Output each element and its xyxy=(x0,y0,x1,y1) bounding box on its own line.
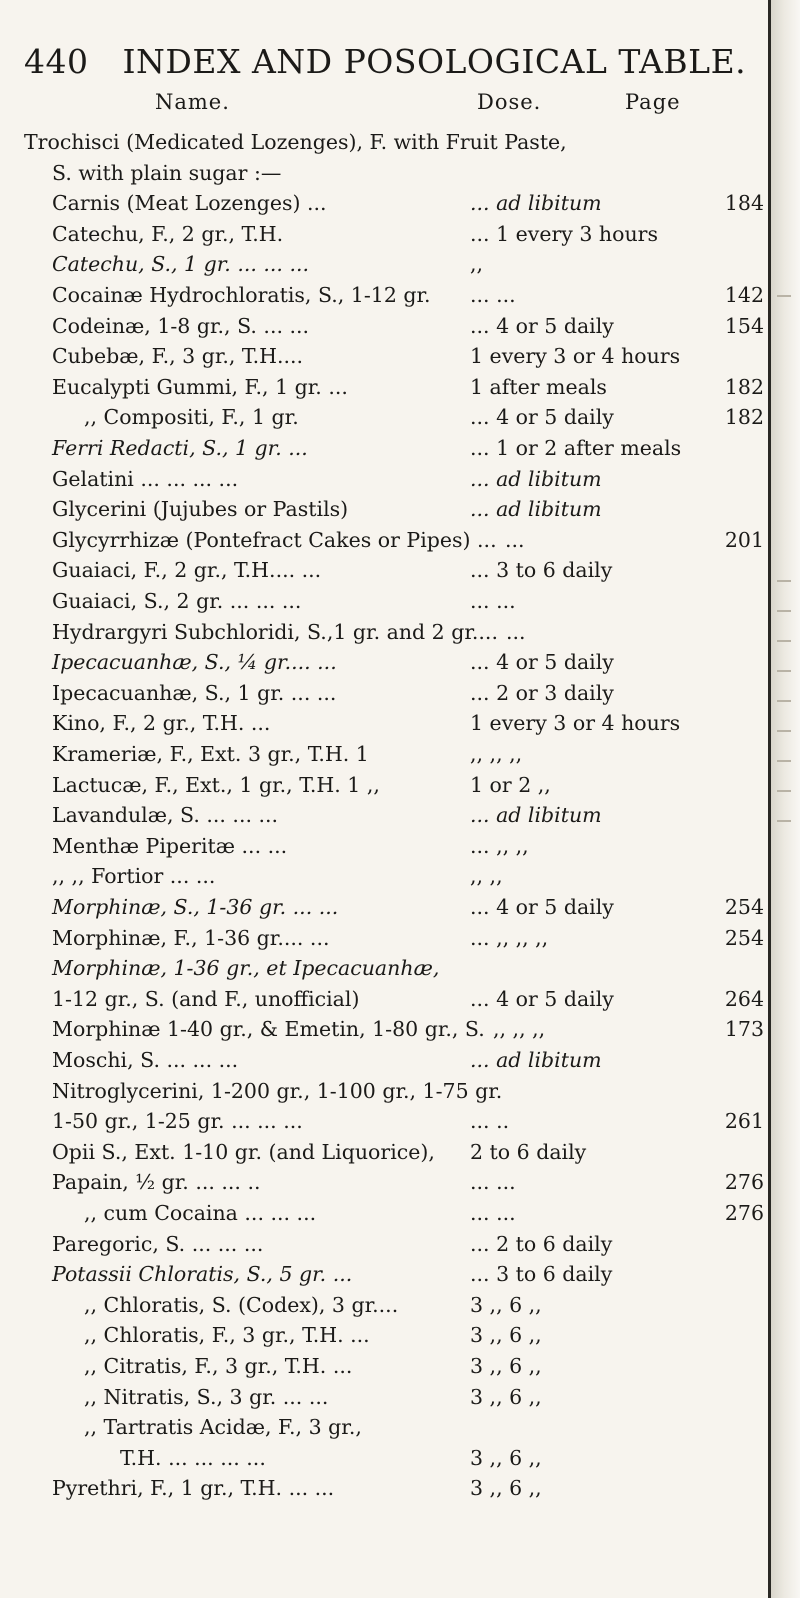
row-dose: ... 2 or 3 daily xyxy=(470,680,614,705)
row-name: Guaiaci, F., 2 gr., T.H.... ... xyxy=(52,558,322,583)
row-name: S. with plain sugar :— xyxy=(52,160,282,185)
table-row xyxy=(0,373,770,401)
row-name: Ipecacuanhæ, S., 1 gr. ... ... xyxy=(52,680,337,705)
row-page: 173 xyxy=(724,1017,764,1042)
row-name: ,, Tartratis Acidæ, F., 3 gr., xyxy=(84,1415,362,1440)
row-dose: ... 1 every 3 hours xyxy=(470,221,658,246)
table-row xyxy=(0,832,770,860)
row-name: Trochisci (Medicated Lozenges), F. with Fruit Paste, xyxy=(24,130,567,154)
table-row xyxy=(0,648,770,676)
row-name: ,, Chloratis, F., 3 gr., T.H. ... xyxy=(84,1323,370,1348)
row-dose: ... ... xyxy=(470,283,516,307)
row-dose: ,, ,, ,, xyxy=(470,742,523,766)
table-row xyxy=(0,1413,770,1441)
row-name: Morphinæ, F., 1-36 gr.... ... xyxy=(52,925,330,950)
row-name: Cubebæ, F., 3 gr., T.H.... xyxy=(52,344,304,369)
row-dose: 1 after meals xyxy=(470,374,607,399)
row-dose: ... xyxy=(506,619,526,644)
row-page: 276 xyxy=(724,1201,764,1225)
row-page: 142 xyxy=(724,283,764,307)
row-name: Menthæ Piperitæ ... ... xyxy=(52,833,288,858)
row-name: T.H. ... ... ... ... xyxy=(120,1445,266,1470)
row-dose: 3 ,, 6 ,, xyxy=(470,1354,542,1378)
row-dose: ... ad libitum xyxy=(470,803,602,828)
row-name: ,, Chloratis, S. (Codex), 3 gr.... xyxy=(84,1292,399,1317)
row-name: Cocainæ Hydrochloratis, S., 1-12 gr. xyxy=(52,283,431,307)
row-page: 182 xyxy=(724,405,764,430)
row-name: Eucalypti Gummi, F., 1 gr. ... xyxy=(52,374,348,399)
table-row xyxy=(0,128,770,156)
row-dose: ... 3 to 6 daily xyxy=(470,558,613,583)
row-dose: ... .. xyxy=(470,1109,510,1134)
row-dose: 3 ,, 6 ,, xyxy=(470,1445,542,1470)
table-row xyxy=(0,801,770,829)
row-name: Gelatini ... ... ... ... xyxy=(52,466,239,491)
row-dose: ... 4 or 5 daily xyxy=(470,405,614,430)
row-dose: ... 4 or 5 daily xyxy=(470,313,614,338)
row-name: Opii S., Ext. 1-10 gr. (and Liquorice), xyxy=(52,1139,435,1164)
row-name: Ipecacuanhæ, S., ¼ gr.... ... xyxy=(52,650,337,675)
page-edge xyxy=(768,0,800,1598)
row-dose: ... 2 to 6 daily xyxy=(470,1231,613,1256)
row-dose: ... 3 to 6 daily xyxy=(470,1262,613,1287)
row-dose: ... ad libitum xyxy=(470,466,602,491)
row-name: Catechu, S., 1 gr. ... ... ... xyxy=(52,252,310,277)
row-name: Carnis (Meat Lozenges) ... xyxy=(52,191,327,216)
row-dose: 3 ,, 6 ,, xyxy=(470,1384,542,1409)
table-row xyxy=(0,1474,770,1502)
row-name: Lactucæ, F., Ext., 1 gr., T.H. 1 ,, xyxy=(52,772,380,797)
row-name: Glycyrrhizæ (Pontefract Cakes or Pipes) ... xyxy=(52,527,497,552)
row-name: ,, Compositi, F., 1 gr. xyxy=(84,405,299,430)
row-name: Hydrargyri Subchloridi, S.,1 gr. and 2 gr.... xyxy=(52,619,498,644)
row-page: 264 xyxy=(724,986,764,1011)
table-row xyxy=(0,1138,770,1166)
row-name: Moschi, S. ... ... ... xyxy=(52,1048,239,1072)
table-row xyxy=(0,862,770,890)
row-dose: ... ,, ,, ,, xyxy=(470,925,549,950)
table-row xyxy=(0,1260,770,1288)
table-row xyxy=(0,1015,770,1043)
row-name: Codeinæ, 1-8 gr., S. ... ... xyxy=(52,313,310,338)
row-name: Pyrethri, F., 1 gr., T.H. ... ... xyxy=(52,1476,335,1501)
table-row xyxy=(0,1230,770,1258)
table-row xyxy=(0,709,770,737)
row-dose: ,, xyxy=(470,252,484,277)
row-name: Nitroglycerini, 1-200 gr., 1-100 gr., 1-75 gr. xyxy=(52,1078,503,1103)
row-name: Potassii Chloratis, S., 5 gr. ... xyxy=(52,1262,353,1287)
column-headings xyxy=(155,90,770,120)
column-heading-page: Page xyxy=(625,90,681,114)
row-name: Guaiaci, S., 2 gr. ... ... ... xyxy=(52,589,302,613)
row-dose: ... 4 or 5 daily xyxy=(470,986,614,1011)
row-name: Glycerini (Jujubes or Pastils) xyxy=(52,497,349,522)
row-dose: 1 or 2 ,, xyxy=(470,772,551,797)
table-row xyxy=(0,587,770,615)
row-page: 184 xyxy=(724,191,764,216)
row-name: ,, Nitratis, S., 3 gr. ... ... xyxy=(84,1384,329,1409)
row-dose: ... ... xyxy=(470,589,516,613)
row-name: Morphinæ, S., 1-36 gr. ... ... xyxy=(52,895,339,919)
table-row xyxy=(0,985,770,1013)
row-name: Kino, F., 2 gr., T.H. ... xyxy=(52,711,271,736)
table-row xyxy=(0,495,770,523)
table-row xyxy=(0,924,770,952)
table-row xyxy=(0,893,770,921)
column-heading-dose: Dose. xyxy=(477,90,542,114)
table-row xyxy=(0,618,770,646)
table-row xyxy=(0,465,770,493)
row-page: 201 xyxy=(724,527,764,552)
table-row xyxy=(0,771,770,799)
row-dose: ... xyxy=(505,527,525,552)
row-name: Papain, ½ gr. ... ... .. xyxy=(52,1170,261,1195)
table-row xyxy=(0,250,770,278)
row-dose: 3 ,, 6 ,, xyxy=(470,1292,542,1317)
page-header xyxy=(24,42,764,81)
row-dose: ,, ,, ,, xyxy=(493,1017,546,1042)
row-page: 254 xyxy=(724,895,764,919)
table-row xyxy=(0,1383,770,1411)
table-row xyxy=(0,1168,770,1196)
row-name: Morphinæ, 1-36 gr., et Ipecacuanhæ, xyxy=(52,956,440,981)
row-name: Lavandulæ, S. ... ... ... xyxy=(52,803,279,828)
table-row xyxy=(0,189,770,217)
row-dose: 2 to 6 daily xyxy=(470,1139,587,1164)
table-row xyxy=(0,1352,770,1380)
table-row xyxy=(0,679,770,707)
row-dose: ... ad libitum xyxy=(470,191,602,216)
row-dose: 1 every 3 or 4 hours xyxy=(470,711,681,736)
row-name: Ferri Redacti, S., 1 gr. ... xyxy=(52,436,308,460)
row-dose: 3 ,, 6 ,, xyxy=(470,1476,542,1501)
table-row xyxy=(0,403,770,431)
row-dose: ... 1 or 2 after meals xyxy=(470,436,682,460)
row-page: 182 xyxy=(724,374,764,399)
table-row xyxy=(0,1077,770,1105)
row-name: ,, ,, Fortior ... ... xyxy=(52,864,216,889)
table-row xyxy=(0,526,770,554)
row-name: 1-12 gr., S. (and F., unofficial) xyxy=(52,986,360,1011)
row-dose: ... ad libitum xyxy=(470,497,602,522)
row-dose: 3 ,, 6 ,, xyxy=(470,1323,542,1348)
row-dose: 1 every 3 or 4 hours xyxy=(470,344,681,369)
table-row xyxy=(0,954,770,982)
row-dose: ... 4 or 5 daily xyxy=(470,650,614,675)
page-title: INDEX AND POSOLOGICAL TABLE. xyxy=(122,42,747,81)
row-dose: ... ,, ,, xyxy=(470,833,529,858)
row-name: Paregoric, S. ... ... ... xyxy=(52,1231,264,1256)
row-page: 154 xyxy=(724,313,764,338)
row-name: Krameriæ, F., Ext. 3 gr., T.H. 1 xyxy=(52,742,369,766)
row-name: 1-50 gr., 1-25 gr. ... ... ... xyxy=(52,1109,303,1134)
table-row xyxy=(0,281,770,309)
column-heading-name: Name. xyxy=(155,90,230,114)
row-page: 254 xyxy=(724,925,764,950)
table-row xyxy=(0,1321,770,1349)
table-row xyxy=(0,1291,770,1319)
table-row xyxy=(0,220,770,248)
page-number: 440 xyxy=(24,42,89,81)
row-dose: ... 4 or 5 daily xyxy=(470,895,614,919)
row-page: 276 xyxy=(724,1170,764,1195)
row-dose: ... ... xyxy=(470,1201,516,1225)
table-row xyxy=(0,342,770,370)
row-name: ,, cum Cocaina ... ... ... xyxy=(84,1201,317,1225)
table-row xyxy=(0,312,770,340)
table-row xyxy=(0,434,770,462)
row-dose: ... ad libitum xyxy=(470,1048,602,1072)
row-dose: ... ... xyxy=(470,1170,516,1195)
table-row xyxy=(0,1046,770,1074)
row-name: Catechu, F., 2 gr., T.H. xyxy=(52,221,284,246)
table-row xyxy=(0,1199,770,1227)
table-row xyxy=(0,159,770,187)
table-row xyxy=(0,1444,770,1472)
row-name: ,, Citratis, F., 3 gr., T.H. ... xyxy=(84,1354,353,1378)
table-row xyxy=(0,740,770,768)
row-dose: ,, ,, xyxy=(470,864,503,889)
table-row xyxy=(0,556,770,584)
row-page: 261 xyxy=(724,1109,764,1134)
table-row xyxy=(0,1107,770,1135)
row-name: Morphinæ 1-40 gr., & Emetin, 1-80 gr., S. xyxy=(52,1017,485,1042)
